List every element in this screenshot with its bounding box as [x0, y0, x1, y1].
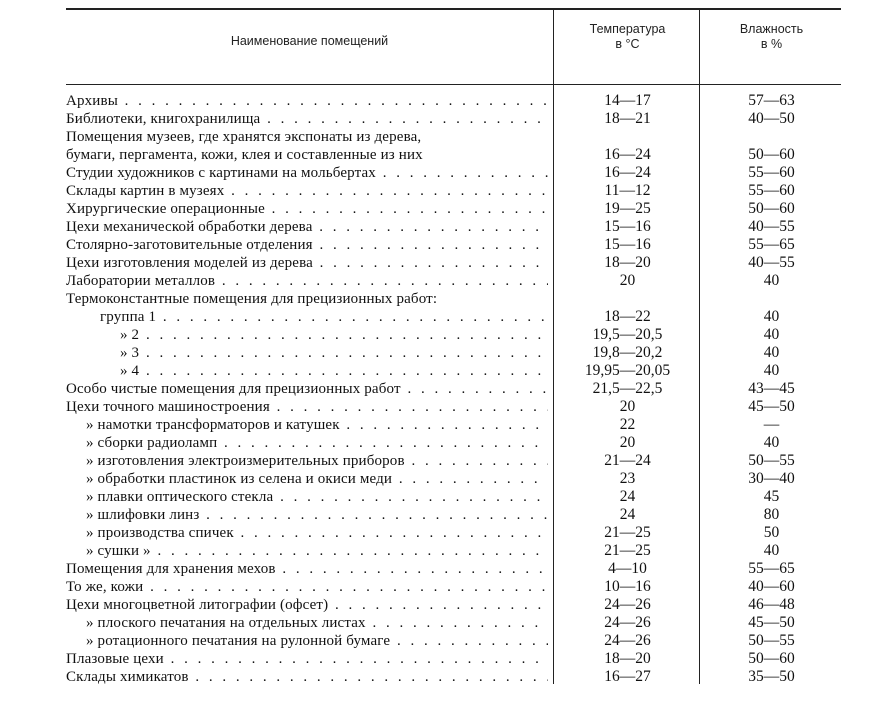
temperature-value: 16—27 — [604, 668, 651, 685]
table-row — [0, 110, 878, 128]
room-name: Помещения для хранения мехов . . . — [66, 560, 548, 578]
humidity-value: 40 — [763, 308, 780, 325]
humidity-value: 40—60 — [748, 578, 795, 595]
temperature-value: 16—24 — [604, 146, 651, 163]
humidity-value: 40—50 — [748, 110, 795, 127]
table-row — [0, 596, 878, 614]
table-row — [0, 614, 878, 632]
humidity-value: 50—55 — [748, 632, 795, 649]
room-name: » сборки радиоламп . . . — [86, 434, 548, 452]
room-name: » производства спичек . . . — [86, 524, 548, 542]
table-row — [0, 650, 878, 668]
temperature-value: 15—16 — [604, 218, 651, 235]
humidity-value: 55—65 — [748, 560, 795, 577]
room-name: » 4 . . . — [120, 362, 548, 380]
header-temperature-line1: Температура — [589, 22, 666, 36]
table-row — [0, 182, 878, 200]
room-name: » 2 . . . — [120, 326, 548, 344]
table-row — [0, 380, 878, 398]
temperature-value: 15—16 — [604, 236, 651, 253]
humidity-value: 46—48 — [748, 596, 795, 613]
humidity-value: 40 — [763, 362, 780, 379]
table-row — [0, 200, 878, 218]
humidity-value: 55—65 — [748, 236, 795, 253]
room-name: » плоского печатания на отдельных листах . . . — [86, 614, 548, 632]
humidity-value: 40 — [763, 434, 780, 451]
humidity-value: 40 — [763, 272, 780, 289]
header-humidity-line2: в % — [760, 37, 783, 51]
temperature-value: 10—16 — [604, 578, 651, 595]
room-name: » плавки оптического стекла . . . — [86, 488, 548, 506]
table-row — [0, 542, 878, 560]
temperature-value: 19,5—20,5 — [592, 326, 663, 343]
temperature-value: 16—24 — [604, 164, 651, 181]
room-name: Цехи механической обработки дерева . . . — [66, 218, 548, 236]
humidity-value: 50—60 — [748, 650, 795, 667]
room-name: Лаборатории металлов . . . — [66, 272, 548, 290]
table-row — [0, 164, 878, 182]
table-row — [0, 452, 878, 470]
temperature-value: 21—25 — [604, 542, 651, 559]
room-name: » шлифовки линз . . . — [86, 506, 548, 524]
temperature-value: 19,8—20,2 — [592, 344, 663, 361]
room-name: » обработки пластинок из селена и окиси меди . . . — [86, 470, 548, 488]
humidity-value: 43—45 — [748, 380, 795, 397]
room-name: Термоконстантные помещения для прецизионных работ: — [66, 291, 438, 307]
temperature-value: 11—12 — [604, 182, 651, 199]
humidity-value: 30—40 — [748, 470, 795, 487]
humidity-value: 50—60 — [748, 200, 795, 217]
table-row — [0, 560, 878, 578]
table-row — [0, 362, 878, 380]
temperature-value: 24 — [619, 506, 636, 523]
temperature-value: 20 — [619, 398, 636, 415]
table-row — [0, 308, 878, 326]
humidity-value: — — [763, 416, 780, 433]
header-temperature-line2: в °С — [615, 37, 640, 51]
humidity-value — [702, 128, 841, 146]
table-row — [0, 146, 878, 164]
room-name: Хирургические операционные . . . — [66, 200, 548, 218]
room-name: То же, кожи . . . — [66, 578, 548, 596]
humidity-value: 45—50 — [748, 614, 795, 631]
table-row — [0, 92, 878, 110]
temperature-value: 19—25 — [604, 200, 651, 217]
room-name: группа 1 . . . — [100, 308, 548, 326]
table-row — [0, 434, 878, 452]
temperature-value: 4—10 — [608, 560, 647, 577]
humidity-value: 50—60 — [748, 146, 795, 163]
room-name: » изготовления электроизмерительных приборов . . . — [86, 452, 548, 470]
table-row — [0, 506, 878, 524]
table-row — [0, 524, 878, 542]
table-row — [0, 236, 878, 254]
table-header-rule — [66, 84, 841, 85]
temperature-value: 23 — [619, 470, 636, 487]
temperature-value: 20 — [619, 272, 636, 289]
room-name: Помещения музеев, где хранятся экспонаты из дерева, — [66, 129, 422, 145]
table-row — [0, 290, 878, 308]
temperature-value — [556, 128, 699, 146]
temperature-value: 14—17 — [604, 92, 651, 109]
room-name: » 3 . . . — [120, 344, 548, 362]
temperature-value: 18—20 — [604, 650, 651, 667]
temperature-value: 18—21 — [604, 110, 651, 127]
room-name: Столярно-заготовительные отделения . . . — [66, 236, 548, 254]
humidity-value: 55—60 — [748, 182, 795, 199]
room-name: Цехи точного машиностроения . . . — [66, 398, 548, 416]
room-name: Архивы . . . — [66, 92, 548, 110]
table-row — [0, 218, 878, 236]
table-row — [0, 128, 878, 146]
header-temperature — [556, 22, 699, 52]
table-row — [0, 668, 878, 686]
room-name: Цехи многоцветной литографии (офсет) . . . — [66, 596, 548, 614]
temperature-value — [556, 290, 699, 308]
temperature-value: 21—25 — [604, 524, 651, 541]
table-row — [0, 254, 878, 272]
humidity-value: 80 — [763, 506, 780, 523]
humidity-value: 57—63 — [748, 92, 795, 109]
table-row — [0, 470, 878, 488]
temperature-value: 22 — [619, 416, 636, 433]
humidity-value: 50—55 — [748, 452, 795, 469]
header-room-name-text: Наименование помещений — [230, 34, 389, 48]
temperature-value: 24 — [619, 488, 636, 505]
humidity-value: 50 — [763, 524, 780, 541]
humidity-value: 45 — [763, 488, 780, 505]
temperature-value: 18—22 — [604, 308, 651, 325]
header-humidity-line1: Влажность — [739, 22, 804, 36]
table-row — [0, 488, 878, 506]
humidity-value: 55—60 — [748, 164, 795, 181]
table-top-rule — [66, 8, 841, 10]
table-row — [0, 398, 878, 416]
humidity-value — [702, 290, 841, 308]
temperature-value: 21,5—22,5 — [592, 380, 663, 397]
temperature-value: 24—26 — [604, 632, 651, 649]
table-row — [0, 272, 878, 290]
temperature-value: 21—24 — [604, 452, 651, 469]
room-name: » ротационного печатания на рулонной бумаге . . . — [86, 632, 548, 650]
room-name: Студии художников с картинами на мольбертах . . . — [66, 164, 548, 182]
humidity-value: 40—55 — [748, 218, 795, 235]
room-name: Особо чистые помещения для прецизионных работ . . . — [66, 380, 548, 398]
table-row — [0, 578, 878, 596]
header-humidity — [702, 22, 841, 52]
room-name: бумаги, пергамента, кожи, клея и составленные из них — [66, 147, 423, 163]
humidity-value: 40 — [763, 344, 780, 361]
humidity-value: 45—50 — [748, 398, 795, 415]
room-name: Плазовые цехи . . . — [66, 650, 548, 668]
temperature-value: 18—20 — [604, 254, 651, 271]
table-row — [0, 326, 878, 344]
temperature-value: 24—26 — [604, 596, 651, 613]
room-name: » намотки трансформаторов и катушек . . . — [86, 416, 548, 434]
temperature-value: 24—26 — [604, 614, 651, 631]
humidity-value: 40 — [763, 326, 780, 343]
humidity-value: 40—55 — [748, 254, 795, 271]
temperature-value: 19,95—20,05 — [584, 362, 671, 379]
room-name: Цехи изготовления моделей из дерева . . . — [66, 254, 548, 272]
table-row — [0, 344, 878, 362]
table-row — [0, 632, 878, 650]
room-name: Библиотеки, книгохранилища . . . — [66, 110, 548, 128]
room-name: Склады картин в музеях . . . — [66, 182, 548, 200]
temperature-value: 20 — [619, 434, 636, 451]
room-name: Склады химикатов . . . — [66, 668, 548, 686]
table-row — [0, 416, 878, 434]
header-room-name — [66, 34, 553, 49]
humidity-value: 40 — [763, 542, 780, 559]
humidity-value: 35—50 — [748, 668, 795, 685]
room-name: » сушки » . . . — [86, 542, 548, 560]
